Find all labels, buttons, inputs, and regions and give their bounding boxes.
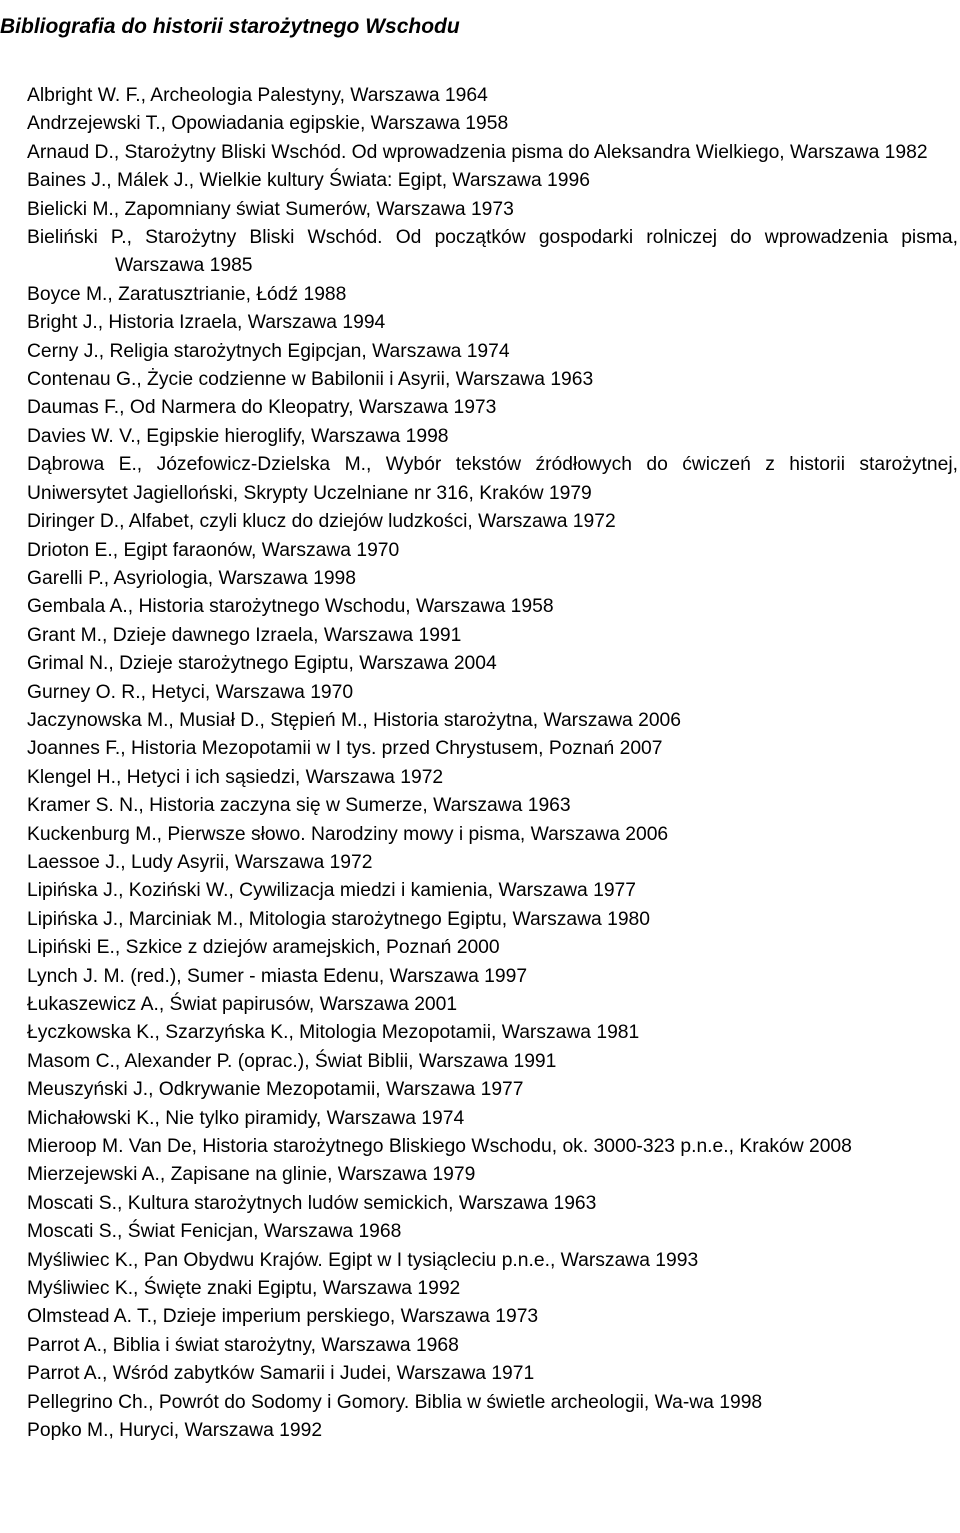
bibliography-entry: Łukaszewicz A., Świat papirusów, Warszawa 2001	[27, 994, 458, 1015]
bibliography-entry: Garelli P., Asyriologia, Warszawa 1998	[27, 567, 357, 589]
bibliography-entry: Mierzejewski A., Zapisane na glinie, Warszawa 1979	[27, 1164, 476, 1186]
bibliography-entry: Contenau G., Życie codzienne w Babilonii i Asyrii, Warszawa 1963	[27, 369, 594, 391]
bibliography-entry: Laessoe J., Ludy Asyrii, Warszawa 1972	[27, 851, 373, 873]
bibliography-entry: Daumas F., Od Narmera do Kleopatry, Warszawa 1973	[27, 397, 497, 419]
bibliography-entry: Baines J., Málek J., Wielkie kultury Świata: Egipt, Warszawa 1996	[27, 170, 590, 192]
bibliography-entry: Kramer S. N., Historia zaczyna się w Sumerze, Warszawa 1963	[27, 795, 571, 817]
bibliography-entry: Myśliwiec K., Pan Obydwu Krajów. Egipt w I tysiącleciu p.n.e., Warszawa 1993	[27, 1249, 699, 1271]
bibliography-entry: Gurney O. R., Hetyci, Warszawa 1970	[27, 681, 354, 703]
bibliography-entry: Albright W. F., Archeologia Palestyny, Warszawa 1964	[27, 85, 488, 106]
bibliography-entry: Olmstead A. T., Dzieje imperium perskiego, Warszawa 1973	[27, 1306, 539, 1328]
bibliography-entry: Bielicki M., Zapomniany świat Sumerów, Warszawa 1973	[27, 198, 514, 220]
bibliography-entry: Lynch J. M. (red.), Sumer - miasta Edenu, Warszawa 1997	[27, 965, 528, 987]
bibliography-entry: Bright J., Historia Izraela, Warszawa 1994	[27, 312, 386, 334]
bibliography-entry: Boyce M., Zaratusztrianie, Łódź 1988	[27, 283, 347, 305]
bibliography-entry: Parrot A., Wśród zabytków Samarii i Judei, Warszawa 1971	[27, 1363, 535, 1385]
bibliography-entry: Łyczkowska K., Szarzyńska K., Mitologia Mezopotamii, Warszawa 1981	[27, 1022, 640, 1044]
bibliography-entry: Klengel H., Hetyci i ich sąsiedzi, Warszawa 1972	[27, 766, 444, 788]
bibliography-entry: Michałowski K., Nie tylko piramidy, Warszawa 1974	[27, 1107, 465, 1129]
bibliography-entry: Cerny J., Religia starożytnych Egipcjan, Warszawa 1974	[27, 340, 510, 362]
page-title: Bibliografia do historii starożytnego Wschodu	[0, 15, 460, 39]
bibliography-entry: Jaczynowska M., Musiał D., Stępień M., Historia starożytna, Warszawa 2006	[27, 709, 682, 731]
bibliography-entry: Parrot A., Biblia i świat starożytny, Warszawa 1968	[27, 1334, 459, 1356]
bibliography-entry: Grant M., Dzieje dawnego Izraela, Warszawa 1991	[27, 624, 462, 646]
bibliography-entry: Moscati S., Świat Fenicjan, Warszawa 1968	[27, 1221, 402, 1243]
bibliography-entry: Pellegrino Ch., Powrót do Sodomy i Gomory. Biblia w świetle archeologii, Wa-wa 1998	[27, 1391, 763, 1413]
bibliography-entry: Lipiński E., Szkice z dziejów aramejskich, Poznań 2000	[27, 937, 500, 959]
bibliography-entry: Kuckenburg M., Pierwsze słowo. Narodziny mowy i pisma, Warszawa 2006	[27, 823, 669, 845]
bibliography-entry: Davies W. V., Egipskie hieroglify, Warszawa 1998	[27, 425, 449, 447]
bibliography-entry: Drioton E., Egipt faraonów, Warszawa 1970	[27, 539, 400, 561]
bibliography-entry: Lipińska J., Marciniak M., Mitologia starożytnego Egiptu, Warszawa 1980	[27, 908, 650, 930]
bibliography-entry: Meuszyński J., Odkrywanie Mezopotamii, Warszawa 1977	[27, 1079, 524, 1101]
bibliography-entry: Andrzejewski T., Opowiadania egipskie, Warszawa 1958	[27, 113, 509, 135]
bibliography-entry: Diringer D., Alfabet, czyli klucz do dziejów ludzkości, Warszawa 1972	[27, 511, 616, 533]
bibliography-entry: Dąbrowa E., Józefowicz-Dzielska M., Wybór tekstów źródłowych do ćwiczeń z historii starożytnej, Uniwersytet Jagielloński, Skrypty Uczelniane nr 316, Kraków 1979	[27, 454, 958, 504]
bibliography-entry: Myśliwiec K., Święte znaki Egiptu, Warszawa 1992	[27, 1278, 461, 1300]
bibliography-entry: Arnaud D., Starożytny Bliski Wschód. Od wprowadzenia pisma do Aleksandra Wielkiego, Warszawa 1982	[27, 141, 928, 163]
bibliography-entry: Mieroop M. Van De, Historia starożytnego Bliskiego Wschodu, ok. 3000-323 p.n.e., Kraków 2008	[27, 1136, 852, 1158]
bibliography-entry: Moscati S., Kultura starożytnych ludów semickich, Warszawa 1963	[27, 1192, 597, 1214]
bibliography-entry: Gembala A., Historia starożytnego Wschodu, Warszawa 1958	[27, 596, 554, 618]
bibliography-entry: Lipińska J., Koziński W., Cywilizacja miedzi i kamienia, Warszawa 1977	[27, 880, 636, 902]
bibliography-entry: Grimal N., Dzieje starożytnego Egiptu, Warszawa 2004	[27, 653, 497, 675]
bibliography-entry: Joannes F., Historia Mezopotamii w I tys. przed Chrystusem, Poznań 2007	[27, 738, 663, 760]
bibliography-entry: Popko M., Huryci, Warszawa 1992	[27, 1420, 323, 1442]
bibliography-entry: Masom C., Alexander P. (oprac.), Świat Biblii, Warszawa 1991	[27, 1050, 557, 1072]
bibliography-list	[27, 82, 958, 1446]
bibliography-entry: Bieliński P., Starożytny Bliski Wschód. Od początków gospodarki rolniczej do wprowadzenia pisma, Warszawa 1985	[27, 227, 958, 277]
